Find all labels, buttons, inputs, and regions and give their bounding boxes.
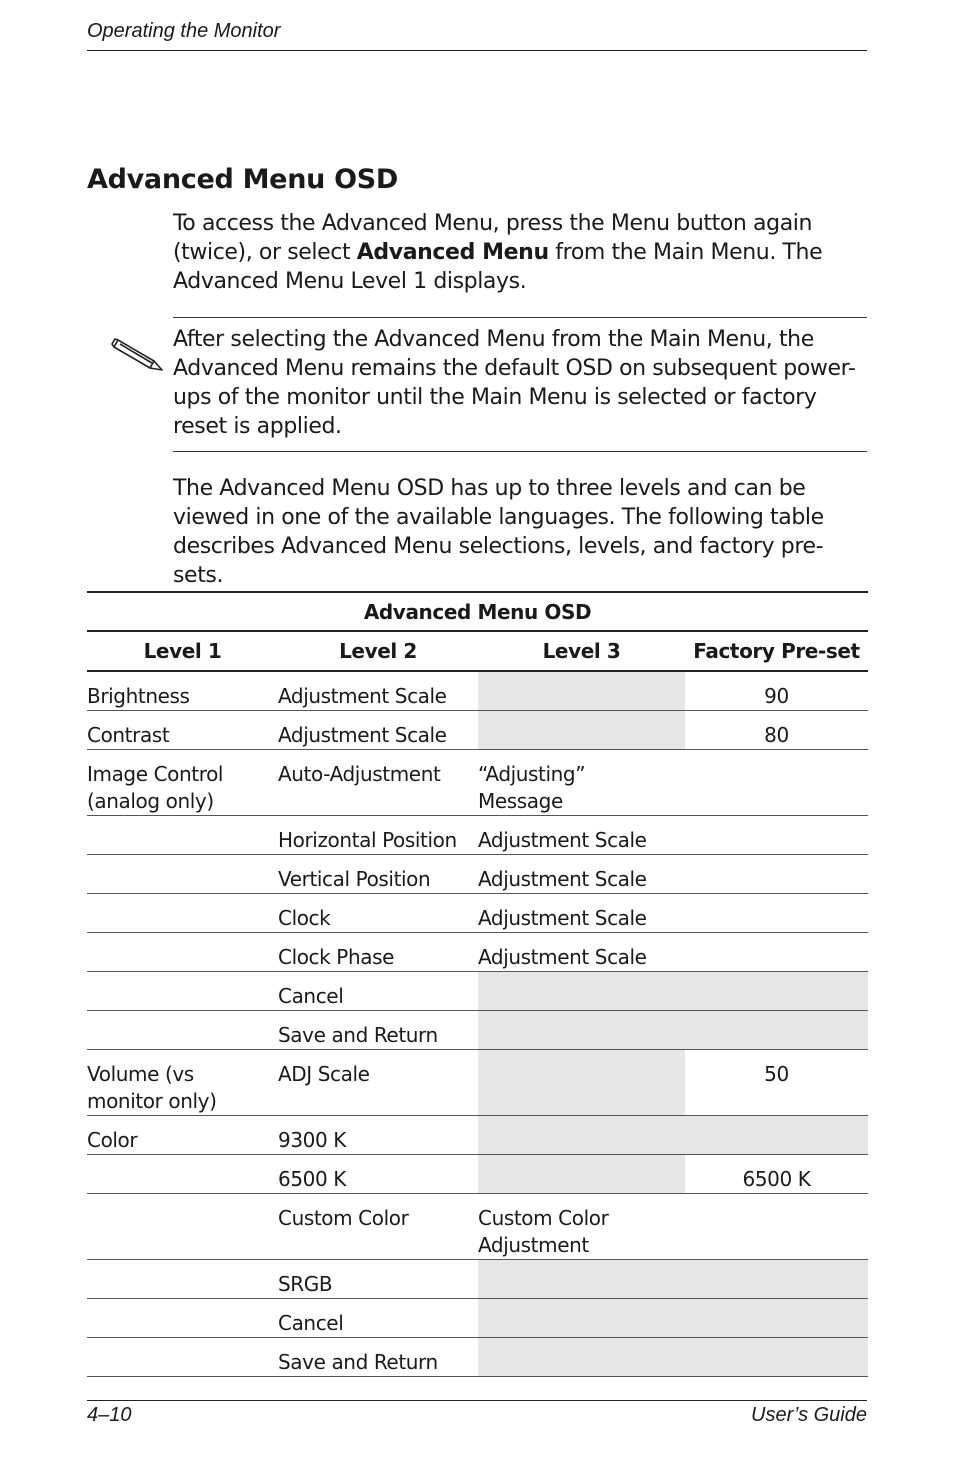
level3-cell <box>478 1260 685 1299</box>
level3-cell <box>478 1050 685 1116</box>
level1-cell: Volume (vs monitor only) <box>87 1050 278 1116</box>
table-row <box>87 671 868 711</box>
level1-cell <box>87 1155 278 1194</box>
header-rule <box>87 50 867 51</box>
advanced-menu-emphasis: Advanced Menu <box>356 240 549 265</box>
level1-cell: Contrast <box>87 711 278 750</box>
body-paragraph: The Advanced Menu OSD has up to three levels and can be viewed in one of the available languages. The following table describes Advanced Menu selections, levels, and factory pre-sets. <box>173 476 824 588</box>
level2-cell: ADJ Scale <box>278 1050 478 1116</box>
level3-cell: Adjustment Scale <box>478 894 685 933</box>
level3-cell <box>478 1011 685 1050</box>
level3-cell: Adjustment Scale <box>478 855 685 894</box>
factory-preset-cell <box>685 894 868 933</box>
level1-cell <box>87 1011 278 1050</box>
factory-preset-cell <box>685 972 868 1011</box>
level2-cell: Cancel <box>278 972 478 1011</box>
table-row <box>87 1338 868 1377</box>
factory-preset-cell <box>685 1194 868 1260</box>
level1-cell <box>87 1299 278 1338</box>
column-header-factory-preset: Factory Pre-set <box>685 631 868 671</box>
factory-preset-cell: 90 <box>685 671 868 711</box>
level3-cell: Adjustment Scale <box>478 816 685 855</box>
column-header-level2: Level 2 <box>278 631 478 671</box>
table-row <box>87 711 868 750</box>
level1-cell <box>87 1194 278 1260</box>
level2-cell: 9300 K <box>278 1116 478 1155</box>
level2-cell: 6500 K <box>278 1155 478 1194</box>
level2-cell: Adjustment Scale <box>278 711 478 750</box>
factory-preset-cell <box>685 1299 868 1338</box>
factory-preset-cell <box>685 816 868 855</box>
factory-preset-cell <box>685 750 868 816</box>
level1-cell <box>87 894 278 933</box>
level3-cell <box>478 972 685 1011</box>
table-caption: Advanced Menu OSD <box>87 592 868 631</box>
level2-cell: Cancel <box>278 1299 478 1338</box>
level3-cell <box>478 711 685 750</box>
level2-cell: Custom Color <box>278 1194 478 1260</box>
table-row <box>87 750 868 816</box>
factory-preset-cell: 6500 K <box>685 1155 868 1194</box>
table-row <box>87 816 868 855</box>
factory-preset-cell: 80 <box>685 711 868 750</box>
factory-preset-cell <box>685 1338 868 1377</box>
running-header: Operating the Monitor <box>87 20 281 42</box>
note-top-rule <box>173 317 867 318</box>
level3-cell <box>478 1338 685 1377</box>
table-row <box>87 855 868 894</box>
level1-cell <box>87 816 278 855</box>
note-bottom-rule <box>173 451 867 452</box>
level3-cell <box>478 1299 685 1338</box>
guide-title: User’s Guide <box>751 1404 867 1426</box>
page-number: 4–10 <box>87 1404 132 1426</box>
factory-preset-cell <box>685 1116 868 1155</box>
level3-cell: “Adjusting” Message <box>478 750 685 816</box>
advanced-menu-table <box>87 591 868 1377</box>
level3-cell <box>478 1155 685 1194</box>
level2-cell: Save and Return <box>278 1011 478 1050</box>
table-caption-row <box>87 592 868 631</box>
level2-cell: SRGB <box>278 1260 478 1299</box>
table-row <box>87 1155 868 1194</box>
intro-text-before: To access the Advanced Menu, press the Menu button again (twice), or select <box>173 211 813 265</box>
level2-cell: Clock <box>278 894 478 933</box>
level2-cell: Adjustment Scale <box>278 671 478 711</box>
level1-cell: Brightness <box>87 671 278 711</box>
factory-preset-cell: 50 <box>685 1050 868 1116</box>
level2-cell: Vertical Position <box>278 855 478 894</box>
table-row <box>87 1260 868 1299</box>
level1-cell <box>87 972 278 1011</box>
intro-paragraph <box>173 209 873 296</box>
level1-cell <box>87 855 278 894</box>
column-header-level3: Level 3 <box>478 631 685 671</box>
factory-preset-cell <box>685 1011 868 1050</box>
table-row <box>87 972 868 1011</box>
table-row <box>87 1299 868 1338</box>
level2-cell: Horizontal Position <box>278 816 478 855</box>
note-text: After selecting the Advanced Menu from the Main Menu, the Advanced Menu remains the default OSD on subsequent power-ups of the monitor until the Main Menu is selected or factory reset is applied. <box>173 327 856 439</box>
page-title: Advanced Menu OSD <box>87 164 399 195</box>
level3-cell: Custom Color Adjustment <box>478 1194 685 1260</box>
table-row <box>87 1116 868 1155</box>
level2-cell: Clock Phase <box>278 933 478 972</box>
pencil-note-icon <box>110 330 164 374</box>
factory-preset-cell <box>685 855 868 894</box>
level2-cell: Save and Return <box>278 1338 478 1377</box>
table-header-row <box>87 631 868 671</box>
level3-cell <box>478 1116 685 1155</box>
factory-preset-cell <box>685 933 868 972</box>
table-row <box>87 894 868 933</box>
level1-cell <box>87 1260 278 1299</box>
footer-rule <box>87 1400 867 1401</box>
intro-text-after: from the Main Menu. The Advanced Menu Level 1 displays. <box>173 240 823 294</box>
factory-preset-cell <box>685 1260 868 1299</box>
level1-cell <box>87 1338 278 1377</box>
column-header-level1: Level 1 <box>87 631 278 671</box>
level1-cell: Color <box>87 1116 278 1155</box>
table-row <box>87 933 868 972</box>
table-row <box>87 1011 868 1050</box>
table-row <box>87 1050 868 1116</box>
level3-cell: Adjustment Scale <box>478 933 685 972</box>
table-row <box>87 1194 868 1260</box>
level2-cell: Auto-Adjustment <box>278 750 478 816</box>
level3-cell <box>478 671 685 711</box>
level1-cell: Image Control (analog only) <box>87 750 278 816</box>
level1-cell <box>87 933 278 972</box>
